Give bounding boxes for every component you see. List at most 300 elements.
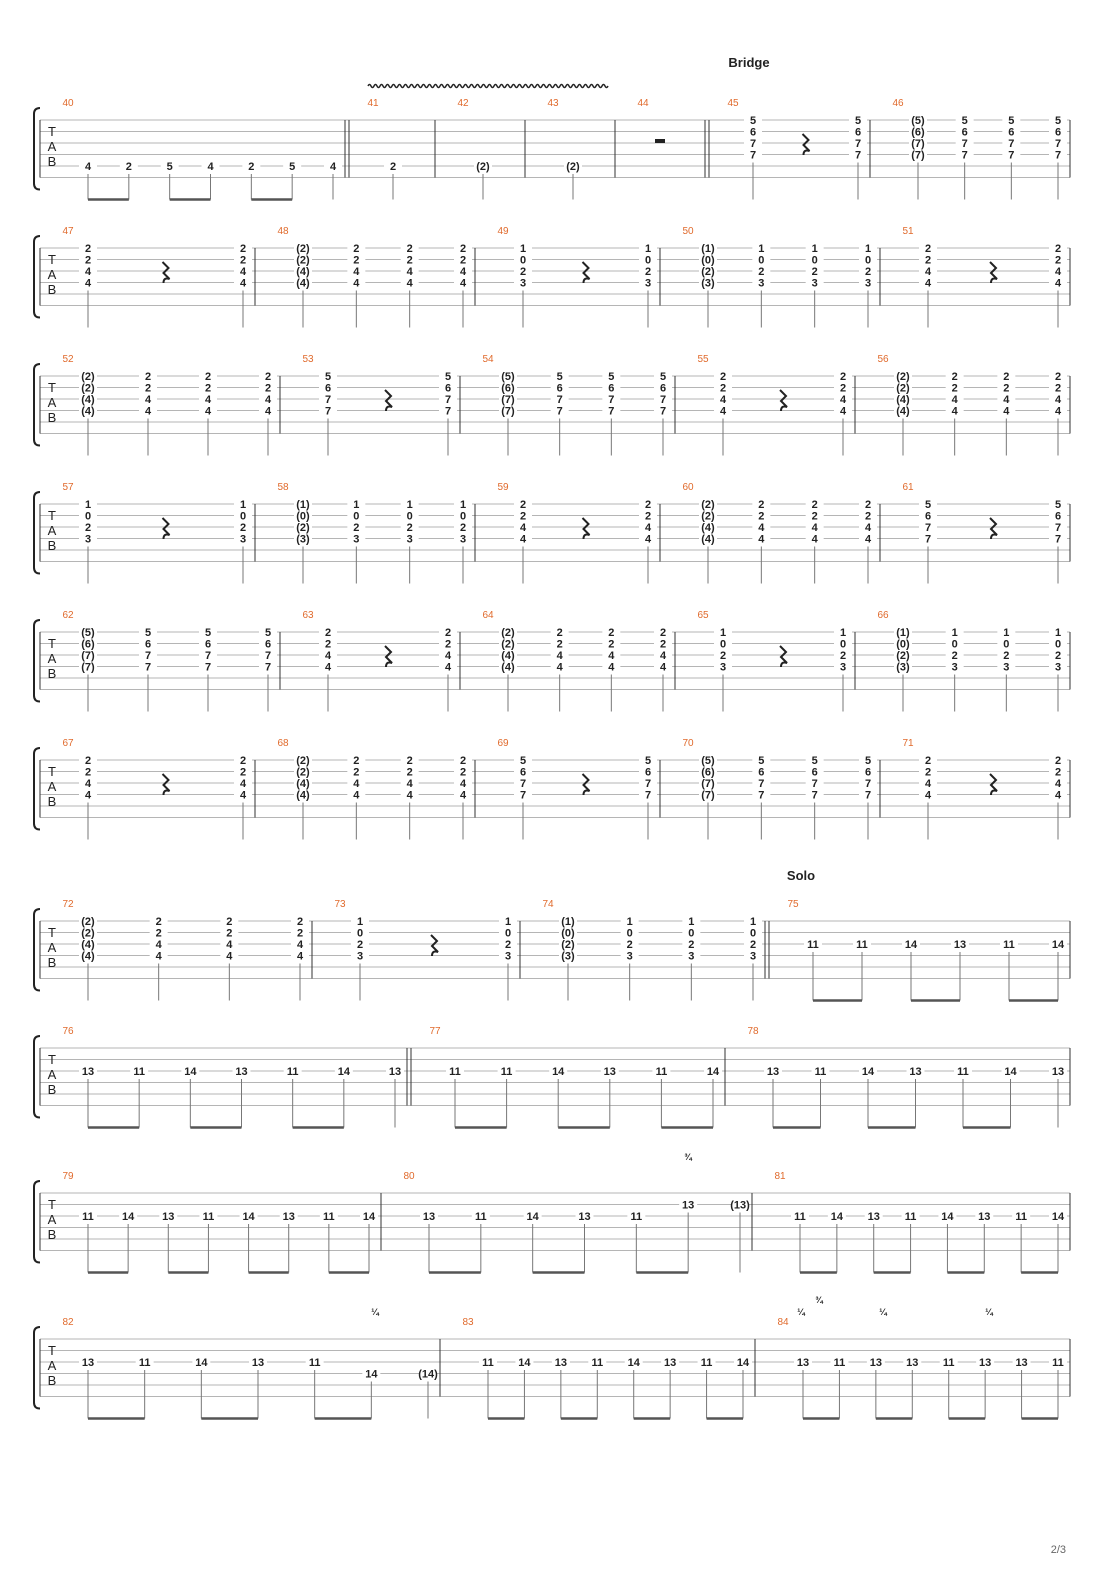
fret-number: 4 — [758, 533, 765, 546]
tab-clef-letter: B — [47, 154, 57, 169]
fret-number: 2 — [324, 638, 332, 651]
fret-number: 5 — [961, 115, 968, 127]
fret-number: 4 — [839, 394, 847, 406]
fret-number: 6 — [644, 766, 652, 779]
fret-number: 6 — [264, 638, 272, 651]
fret-number: (4) — [81, 405, 95, 418]
quarter-rest — [163, 774, 170, 795]
fret-number: 7 — [924, 533, 932, 546]
fret-number: 4 — [239, 277, 247, 290]
fret-number: 7 — [659, 394, 667, 406]
fret-number: 2 — [406, 254, 413, 267]
fret-number: 2 — [389, 161, 397, 173]
fret-number: 2 — [924, 766, 932, 779]
fret-number: 5 — [644, 755, 652, 767]
fret-number: 4 — [1054, 778, 1062, 790]
fret-number: 2 — [406, 243, 413, 255]
fret-number: 4 — [864, 522, 872, 534]
fret-number: 7 — [811, 778, 818, 790]
fret-number: 13 — [235, 1066, 248, 1078]
fret-number: 4 — [951, 405, 958, 418]
fret-number: 4 — [644, 522, 652, 534]
fret-number: 2 — [1003, 382, 1010, 395]
fret-number: (2) — [561, 939, 575, 951]
fret-number: 7 — [608, 405, 615, 418]
measure-number: 54 — [482, 354, 494, 365]
tab-clef-letter: T — [48, 1052, 56, 1067]
fret-number: 4 — [459, 789, 467, 802]
fret-number: 3 — [519, 277, 527, 290]
fret-number: 4 — [1054, 277, 1062, 290]
measure-number: 80 — [403, 1171, 415, 1182]
fret-number: 13 — [796, 1357, 810, 1369]
fret-number: (4) — [701, 522, 715, 534]
measure-number: 50 — [682, 226, 694, 237]
fret-number: 14 — [122, 1211, 135, 1223]
system-brace — [34, 364, 40, 446]
fret-number: 4 — [758, 522, 765, 534]
fret-number: 2 — [1003, 650, 1010, 662]
fret-number: 4 — [155, 950, 162, 963]
tab-clef-letter: A — [47, 651, 57, 666]
measure-number: 69 — [497, 738, 509, 749]
fret-number: 2 — [556, 627, 563, 639]
fret-number: 3 — [353, 533, 360, 546]
fret-number: 5 — [749, 115, 757, 127]
fret-number: 4 — [84, 789, 92, 802]
fret-number: (7) — [701, 778, 715, 790]
measure-number: 76 — [62, 1026, 74, 1037]
fret-number: 4 — [226, 939, 233, 951]
fret-number: 11 — [655, 1066, 668, 1078]
fret-number: 3 — [356, 950, 364, 963]
fret-number: 2 — [719, 650, 727, 662]
tab-clef-letter: A — [47, 139, 57, 154]
fret-number: 0 — [749, 927, 757, 940]
fret-number: 2 — [811, 266, 818, 278]
measure-number: 52 — [62, 354, 74, 365]
fret-number: 5 — [444, 371, 452, 383]
fret-number: 2 — [144, 382, 152, 395]
fret-number: 0 — [406, 510, 413, 523]
bend-amount-label: ¼ — [985, 1307, 993, 1317]
fret-number: 11 — [807, 939, 819, 951]
fret-number: 0 — [951, 638, 958, 651]
fret-number: 2 — [226, 916, 233, 928]
measure-number: 67 — [62, 738, 74, 749]
fret-number: 0 — [811, 254, 818, 267]
fret-number: 4 — [406, 266, 413, 278]
fret-number: 2 — [839, 382, 847, 395]
tab-clef-letter: A — [47, 940, 57, 955]
fret-number: 2 — [864, 266, 872, 278]
fret-number: 14 — [861, 1066, 875, 1078]
fret-number: 4 — [951, 394, 958, 406]
fret-number: 6 — [556, 382, 563, 395]
fret-number: 14 — [1051, 1211, 1065, 1223]
fret-number: 1 — [239, 499, 247, 511]
measure-number: 77 — [429, 1026, 441, 1037]
tab-clef-letter: T — [48, 1343, 56, 1358]
fret-number: 7 — [1054, 138, 1062, 150]
fret-number: 2 — [248, 161, 255, 173]
tab-clef-letter: A — [47, 1212, 57, 1227]
bend-amount-label: ¼ — [371, 1307, 379, 1317]
fret-number: (7) — [81, 661, 95, 674]
fret-number: 1 — [811, 243, 818, 255]
fret-number: (3) — [896, 661, 910, 674]
measure-number: 70 — [682, 738, 694, 749]
tab-clef-letter: T — [48, 636, 56, 651]
fret-number: 2 — [84, 522, 92, 534]
fret-number: 2 — [239, 522, 247, 534]
fret-number: 4 — [924, 778, 932, 790]
fret-number: 11 — [482, 1357, 494, 1369]
fret-number: (2) — [296, 522, 310, 534]
fret-number: 7 — [811, 789, 818, 802]
measure-number: 74 — [542, 899, 554, 910]
fret-number: 2 — [353, 522, 360, 534]
fret-number: 2 — [519, 499, 527, 511]
bend-amount-label: ¼ — [879, 1307, 887, 1317]
fret-number: 11 — [904, 1211, 917, 1223]
fret-number: 3 — [406, 533, 413, 546]
fret-number: 13 — [603, 1066, 616, 1078]
fret-number: 2 — [84, 243, 92, 255]
fret-number: 7 — [864, 789, 872, 802]
fret-number: 11 — [1003, 939, 1015, 951]
fret-number: 7 — [644, 778, 652, 790]
fret-number: 14 — [365, 1368, 378, 1381]
fret-number: 4 — [459, 778, 467, 790]
fret-number: 14 — [1051, 939, 1065, 951]
fret-number: 1 — [356, 916, 364, 928]
fret-number: 7 — [644, 789, 652, 802]
fret-number: 2 — [951, 382, 958, 395]
fret-number: 4 — [353, 266, 360, 278]
fret-number: (2) — [566, 161, 580, 173]
fret-number: 0 — [864, 254, 872, 267]
measure-number: 48 — [277, 226, 289, 237]
fret-number: 5 — [608, 371, 615, 383]
fret-number: (2) — [896, 650, 910, 662]
fret-number: 11 — [700, 1357, 713, 1369]
fret-number: 2 — [608, 638, 615, 651]
fret-number: 5 — [1008, 115, 1015, 127]
fret-number: 0 — [644, 254, 652, 267]
measure-number: 63 — [302, 610, 314, 621]
fret-number: 13 — [682, 1199, 695, 1212]
fret-number: (4) — [896, 394, 910, 406]
fret-number: (4) — [501, 661, 515, 674]
fret-number: 2 — [444, 638, 452, 651]
fret-number: (1) — [296, 499, 310, 511]
fret-number: 0 — [688, 927, 695, 940]
fret-number: 14 — [941, 1211, 954, 1223]
fret-number: (2) — [81, 382, 95, 395]
fret-number: (5) — [501, 371, 515, 383]
fret-number: 2 — [459, 522, 467, 534]
fret-number: 4 — [239, 266, 247, 278]
quarter-rest — [990, 774, 997, 795]
fret-number: 14 — [1004, 1066, 1017, 1078]
fret-number: 1 — [749, 916, 757, 928]
fret-number: 0 — [84, 510, 92, 523]
fret-number: 4 — [924, 789, 932, 802]
bend-amount-label: ¾ — [684, 1152, 692, 1162]
fret-number: 1 — [1003, 627, 1010, 639]
fret-number: 4 — [353, 789, 360, 802]
fret-number: 2 — [1054, 766, 1062, 779]
measure-number: 68 — [277, 738, 289, 749]
fret-number: 2 — [951, 650, 958, 662]
fret-number: 5 — [854, 115, 862, 127]
tab-clef-letter: T — [48, 764, 56, 779]
fret-number: 6 — [1008, 126, 1015, 139]
fret-number: 6 — [811, 766, 818, 779]
fret-number: 6 — [144, 638, 152, 651]
fret-number: (7) — [501, 405, 515, 418]
fret-number: 7 — [556, 405, 563, 418]
fret-number: 7 — [864, 778, 872, 790]
fret-number: 11 — [1015, 1211, 1027, 1223]
tab-clef-letter: B — [47, 282, 57, 297]
fret-number: 6 — [324, 382, 332, 395]
fret-number: 4 — [239, 789, 247, 802]
tab-clef-letter: T — [48, 380, 56, 395]
tab-clef-letter: A — [47, 523, 57, 538]
fret-number: 3 — [811, 277, 818, 290]
fret-number: 4 — [839, 405, 847, 418]
measure-number: 60 — [682, 482, 694, 493]
fret-number: (6) — [701, 766, 715, 779]
fret-number: (6) — [81, 638, 95, 651]
fret-number: 4 — [1054, 266, 1062, 278]
fret-number: 13 — [953, 939, 967, 951]
fret-number: 4 — [519, 522, 527, 534]
fret-number: 1 — [1054, 627, 1062, 639]
measure-number: 83 — [462, 1317, 474, 1328]
measure-number: 75 — [787, 899, 799, 910]
tab-clef-letter: B — [47, 538, 57, 553]
fret-number: 4 — [811, 533, 818, 546]
fret-number: 1 — [839, 627, 847, 639]
measure-number: 42 — [457, 98, 469, 109]
fret-number: 5 — [758, 755, 765, 767]
quarter-rest — [583, 518, 590, 539]
fret-number: 5 — [204, 627, 212, 639]
fret-number: 4 — [406, 778, 413, 790]
fret-number: 7 — [324, 394, 332, 406]
fret-number: 13 — [282, 1211, 295, 1223]
fret-number: 2 — [444, 627, 452, 639]
fret-number: 4 — [353, 277, 360, 290]
fret-number: 4 — [226, 950, 233, 963]
fret-number: 2 — [406, 522, 413, 534]
fret-number: 4 — [444, 661, 452, 674]
fret-number: 4 — [719, 405, 727, 418]
fret-number: 2 — [1054, 254, 1062, 267]
measure-number: 44 — [637, 98, 649, 109]
fret-number: 4 — [264, 405, 272, 418]
fret-number: 14 — [518, 1357, 531, 1369]
tab-system — [34, 1181, 1070, 1273]
fret-number: 4 — [556, 661, 563, 674]
fret-number: 4 — [239, 778, 247, 790]
fret-number: 3 — [749, 950, 757, 963]
measure-number: 51 — [902, 226, 914, 237]
fret-number: 13 — [1051, 1066, 1065, 1078]
fret-number: 2 — [749, 939, 757, 951]
fret-number: 13 — [1015, 1357, 1028, 1369]
fret-number: 7 — [758, 789, 765, 802]
fret-number: 4 — [204, 405, 212, 418]
measure-number: 73 — [334, 899, 346, 910]
fret-number: 4 — [207, 161, 214, 173]
quarter-rest — [385, 646, 392, 667]
fret-number: 13 — [554, 1357, 567, 1369]
fret-number: 6 — [749, 126, 757, 139]
bend-amount-label: ¼ — [797, 1307, 805, 1317]
fret-number: 1 — [644, 243, 652, 255]
fret-number: (2) — [296, 243, 310, 255]
fret-number: 2 — [264, 371, 272, 383]
fret-number: (4) — [701, 533, 715, 546]
fret-number: (2) — [476, 161, 490, 173]
measure-number: 47 — [62, 226, 74, 237]
fret-number: (0) — [296, 510, 310, 523]
fret-number: 4 — [659, 661, 667, 674]
fret-number: 2 — [239, 766, 247, 779]
fret-number: 3 — [758, 277, 765, 290]
fret-number: 7 — [1054, 522, 1062, 534]
fret-number: (0) — [896, 638, 910, 651]
fret-number: (2) — [501, 638, 515, 651]
fret-number: 4 — [84, 778, 92, 790]
fret-number: 0 — [459, 510, 467, 523]
measure-number: 46 — [892, 98, 904, 109]
fret-number: 2 — [811, 510, 818, 523]
quarter-rest — [780, 646, 787, 667]
fret-number: (0) — [701, 254, 715, 267]
fret-number: 2 — [239, 755, 247, 767]
fret-number: 2 — [924, 755, 932, 767]
fret-number: 4 — [144, 405, 152, 418]
fret-number: 11 — [202, 1211, 215, 1223]
fret-number: 4 — [204, 394, 212, 406]
fret-number: 5 — [659, 371, 667, 383]
fret-number: 1 — [504, 916, 512, 928]
tab-clef-letter: T — [48, 252, 56, 267]
fret-number: 7 — [324, 405, 332, 418]
fret-number: (2) — [896, 371, 910, 383]
fret-number: 6 — [924, 510, 932, 523]
fret-number: 5 — [1054, 499, 1062, 511]
fret-number: 4 — [556, 650, 563, 662]
fret-number: (2) — [501, 627, 515, 639]
fret-number: 2 — [644, 499, 652, 511]
fret-number: 14 — [242, 1211, 255, 1223]
whole-rest — [655, 139, 665, 143]
fret-number: 11 — [591, 1357, 604, 1369]
fret-number: 13 — [869, 1357, 882, 1369]
fret-number: 7 — [519, 789, 527, 802]
fret-number: 2 — [1054, 371, 1062, 383]
fret-number: (2) — [296, 254, 310, 267]
fret-number: 2 — [626, 939, 633, 951]
fret-number: (6) — [911, 126, 925, 139]
system-brace — [34, 1181, 40, 1263]
measure-number: 64 — [482, 610, 494, 621]
fret-number: (7) — [911, 138, 925, 150]
fret-number: 0 — [1054, 638, 1062, 651]
fret-number: 4 — [406, 277, 413, 290]
fret-number: (2) — [701, 499, 715, 511]
fret-number: 7 — [749, 149, 757, 162]
measure-number: 56 — [877, 354, 889, 365]
tab-system — [34, 909, 1070, 1001]
fret-number: 13 — [162, 1211, 175, 1223]
fret-number: 2 — [811, 499, 818, 511]
fret-number: 11 — [133, 1066, 145, 1078]
fret-number: 7 — [204, 661, 212, 674]
fret-number: (0) — [561, 927, 575, 940]
fret-number: 13 — [81, 1066, 95, 1078]
fret-number: 2 — [864, 510, 872, 523]
fret-number: 2 — [226, 927, 233, 940]
tab-clef-letter: B — [47, 794, 57, 809]
fret-number: 4 — [84, 277, 92, 290]
fret-number: 0 — [839, 638, 847, 651]
fret-number: 13 — [578, 1211, 591, 1223]
measure-number: 41 — [367, 98, 379, 109]
fret-number: 11 — [1052, 1357, 1064, 1369]
tab-clef-letter: T — [48, 508, 56, 523]
fret-number: 6 — [961, 126, 968, 139]
fret-number: 13 — [422, 1211, 436, 1223]
quarter-rest — [431, 935, 438, 956]
fret-number: 11 — [308, 1357, 321, 1369]
fret-number: (1) — [561, 916, 575, 928]
system-brace — [34, 1327, 40, 1409]
fret-number: 6 — [659, 382, 667, 395]
fret-number: 3 — [1003, 661, 1010, 674]
tab-clef-letter: A — [47, 1067, 57, 1082]
fret-number: 2 — [504, 939, 512, 951]
quarter-rest — [803, 134, 810, 155]
fret-number: (4) — [81, 939, 95, 951]
fret-number: 4 — [84, 161, 92, 173]
fret-number: 2 — [84, 755, 92, 767]
fret-number: 2 — [644, 266, 652, 278]
system-brace — [34, 108, 40, 190]
fret-number: 2 — [924, 254, 932, 267]
fret-number: (3) — [561, 950, 575, 963]
measure-number: 40 — [62, 98, 74, 109]
fret-number: 4 — [811, 522, 818, 534]
fret-number: (7) — [911, 149, 925, 162]
vibrato-line — [368, 85, 608, 88]
measure-number: 49 — [497, 226, 509, 237]
fret-number: 13 — [388, 1066, 402, 1078]
measure-number: 78 — [747, 1026, 759, 1037]
fret-number: 14 — [526, 1211, 539, 1223]
fret-number: 7 — [854, 138, 862, 150]
bend-amount-label: ¾ — [815, 1295, 823, 1305]
fret-number: 2 — [155, 916, 162, 928]
measure-number: 66 — [877, 610, 889, 621]
fret-number: 2 — [1003, 371, 1010, 383]
